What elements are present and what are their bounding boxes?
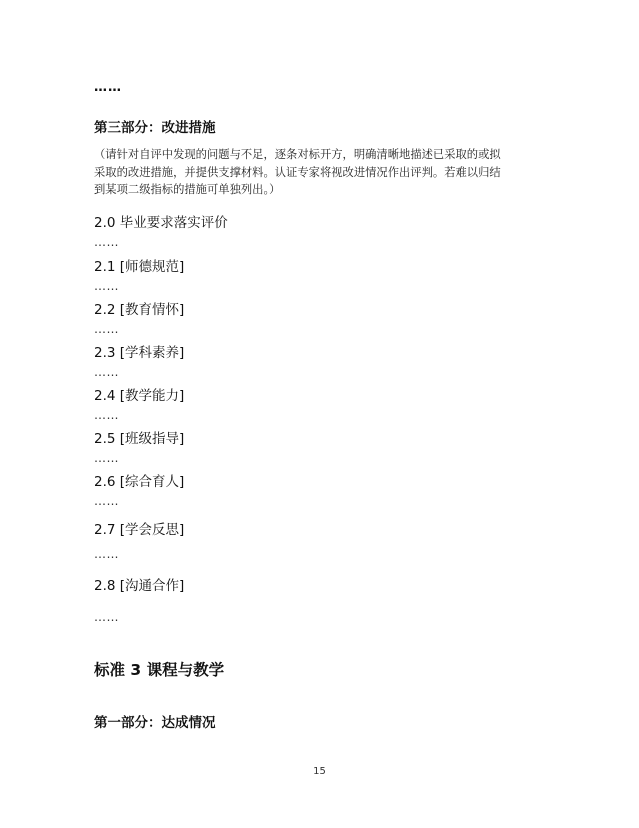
item-label: 2.7 [学会反思]	[94, 522, 185, 538]
instructions-line: 采取的改进措施，并提供支撑材料。认证专家将视改进情况作出评判。若难以归结	[94, 165, 501, 179]
item-ellipsis: ……	[94, 408, 119, 422]
instructions-line: （请针对自评中发现的问题与不足，逐条对标开方，明确清晰地描述已采取的或拟	[94, 148, 501, 161]
instructions-line: 到某项二级指标的措施可单独列出。）	[94, 183, 281, 196]
instructions-note	[94, 146, 564, 199]
section-title: 2.0 毕业要求落实评价	[94, 215, 228, 231]
item-ellipsis: ……	[94, 547, 119, 561]
item-ellipsis: ……	[94, 610, 119, 624]
item-label: 2.1 [师德规范]	[94, 259, 185, 275]
item-label: 2.4 [教学能力]	[94, 388, 185, 404]
item-ellipsis: ……	[94, 494, 119, 508]
item-ellipsis: ……	[94, 322, 119, 336]
item-label: 2.5 [班级指导]	[94, 431, 185, 447]
section-ellipsis: ……	[94, 235, 119, 249]
part3-heading: 第三部分：改进措施	[94, 120, 216, 136]
item-ellipsis: ……	[94, 279, 119, 293]
item-label: 2.8 [沟通合作]	[94, 578, 185, 594]
item-label: 2.6 [综合育人]	[94, 474, 185, 490]
item-label: 2.2 [教育情怀]	[94, 302, 185, 318]
standard-heading: 标准 3 课程与教学	[94, 661, 225, 679]
item-label: 2.3 [学科素养]	[94, 345, 185, 361]
item-ellipsis: ……	[94, 365, 119, 379]
item-ellipsis: ……	[94, 451, 119, 465]
page-number: 15	[313, 766, 326, 777]
leading-ellipsis: ……	[94, 80, 122, 95]
part1-heading: 第一部分：达成情况	[94, 715, 216, 731]
